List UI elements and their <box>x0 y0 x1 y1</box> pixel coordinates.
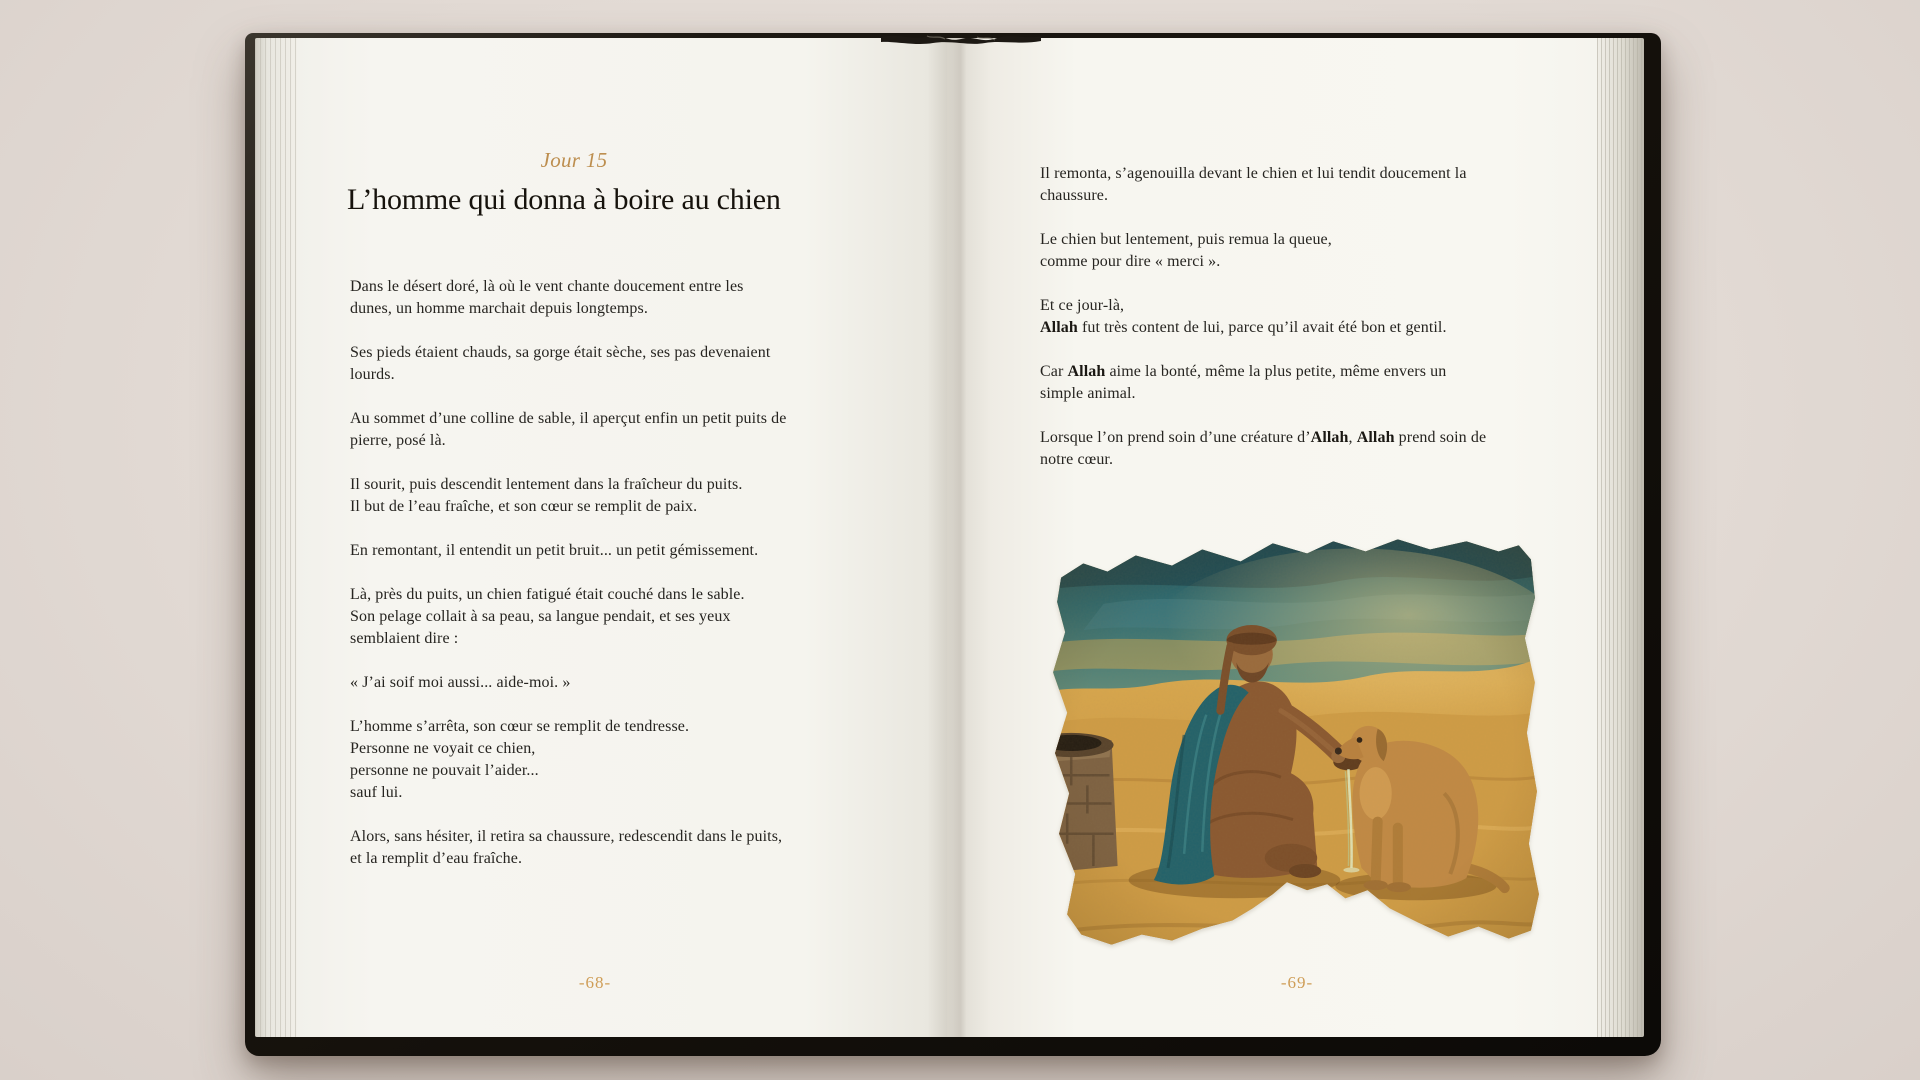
page-stack-left <box>255 38 297 1037</box>
text-segment: lourds. <box>350 366 395 383</box>
paragraph <box>350 276 850 320</box>
text-segment: sauf lui. <box>350 784 403 801</box>
text-segment: Alors, sans hésiter, il retira sa chaussure, redescendit dans le puits, <box>350 828 783 845</box>
story-title: L’homme qui donna à boire au chien <box>347 183 781 216</box>
paragraph <box>1040 229 1540 273</box>
left-page-text <box>350 276 850 892</box>
text-segment: « J’ai soif moi aussi... aide-moi. » <box>350 674 571 691</box>
text-segment: dunes, un homme marchait depuis longtemps. <box>350 300 648 317</box>
text-segment: Et ce jour-là, <box>1040 297 1125 314</box>
text-segment: Au sommet d’une colline de sable, il aperçut enfin un petit puits de <box>350 410 787 427</box>
text-segment: aime la bonté, même la plus petite, même envers un <box>1105 363 1447 380</box>
text-segment: Personne ne voyait ce chien, <box>350 740 536 757</box>
text-segment: personne ne pouvait l’aider... <box>350 762 539 779</box>
paragraph <box>350 826 850 870</box>
page-stack-right <box>1597 38 1644 1037</box>
text-segment: Son pelage collait à sa peau, sa langue pendait, et ses yeux <box>350 608 731 625</box>
paragraph <box>1040 295 1540 339</box>
day-label: Jour 15 <box>540 148 608 172</box>
text-segment: et la remplit d’eau fraîche. <box>350 850 523 867</box>
paragraph <box>350 672 850 694</box>
paragraph <box>350 474 850 518</box>
paragraph <box>350 408 850 452</box>
text-segment: Il sourit, puis descendit lentement dans la fraîcheur du puits. <box>350 476 743 493</box>
paragraph <box>350 584 850 650</box>
text-segment: prend soin de <box>1394 429 1487 446</box>
paragraph <box>1040 361 1540 405</box>
story-illustration <box>1043 533 1547 957</box>
text-segment: chaussure. <box>1040 187 1109 204</box>
paragraph <box>1040 427 1540 471</box>
text-segment: semblaient dire : <box>350 630 459 647</box>
text-segment: En remontant, il entendit un petit bruit... un petit gémissement. <box>350 542 759 559</box>
text-segment: fut très content de lui, parce qu’il avait été bon et gentil. <box>1077 319 1447 336</box>
paragraph <box>1040 163 1540 207</box>
text-segment: L’homme s’arrêta, son cœur se remplit de tendresse. <box>350 718 690 735</box>
text-segment: pierre, posé là. <box>350 432 446 449</box>
text-segment: simple animal. <box>1040 385 1136 402</box>
text-segment: Il remonta, s’agenouilla devant le chien et lui tendit doucement la <box>1040 165 1467 182</box>
text-segment: Ses pieds étaient chauds, sa gorge était sèche, ses pas devenaient <box>350 344 771 361</box>
text-segment: Là, près du puits, un chien fatigué était couché dans le sable. <box>350 586 745 603</box>
right-page-text <box>1040 163 1540 493</box>
text-segment: Car <box>1040 363 1068 380</box>
paragraph <box>350 716 850 804</box>
emphasis-word: Allah <box>1310 429 1349 446</box>
text-segment: Le chien but lentement, puis remua la queue, <box>1040 231 1332 248</box>
text-segment: comme pour dire « merci ». <box>1040 253 1221 270</box>
paragraph <box>350 342 850 386</box>
page-number-right: -69- <box>1280 973 1314 992</box>
text-segment: , <box>1348 429 1357 446</box>
paragraph <box>350 540 850 562</box>
text-segment: Il but de l’eau fraîche, et son cœur se remplit de paix. <box>350 498 698 515</box>
text-segment: notre cœur. <box>1040 451 1114 468</box>
emphasis-word: Allah <box>1067 363 1106 380</box>
page-number-left: -68- <box>578 973 612 992</box>
emphasis-word: Allah <box>1040 319 1078 336</box>
text-segment: Lorsque l’on prend soin d’une créature d’ <box>1040 429 1311 446</box>
emphasis-word: Allah <box>1356 429 1395 446</box>
text-segment: Dans le désert doré, là où le vent chante doucement entre les <box>350 278 744 295</box>
